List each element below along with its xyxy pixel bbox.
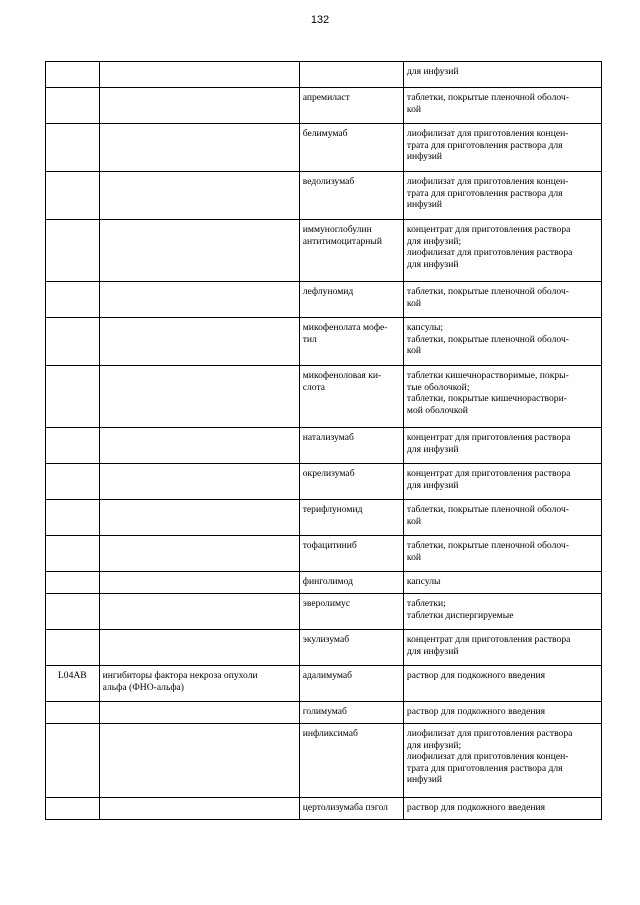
group-name-cell (99, 318, 299, 366)
drug-name-cell (299, 724, 403, 798)
atc-code-cell (46, 88, 100, 124)
dosage-form-cell-text: раствор для подкожного введения (406, 802, 546, 813)
dosage-form-cell-text: капсулы (406, 576, 441, 587)
dosage-form-cell-text: таблетки; таблетки диспергируемые (406, 598, 514, 621)
drug-name-cell (299, 124, 403, 172)
drug-table (45, 61, 602, 820)
atc-code-cell-text: L04AB (57, 670, 87, 681)
dosage-form-cell-text: концентрат для приготовления раствора для инфузий (406, 432, 571, 455)
table-row (46, 464, 602, 500)
group-name-cell (99, 428, 299, 464)
atc-code-cell (46, 124, 100, 172)
atc-code-cell (46, 464, 100, 500)
atc-code-cell (46, 724, 100, 798)
drug-name-cell (299, 500, 403, 536)
table-row (46, 428, 602, 464)
group-name-cell (99, 724, 299, 798)
dosage-form-cell-text: лиофилизат для приготовления раствора для инфузий; лиофилизат для приготовления концен- трата для приготовления раствора для инфузий (406, 728, 573, 785)
table-row (46, 572, 602, 594)
drug-name-cell-text: микофенолата мофе- тил (302, 322, 388, 345)
drug-name-cell-text: ведолизумаб (302, 176, 355, 187)
drug-name-cell-text: инфликсимаб (302, 728, 358, 739)
page-number: 132 (310, 14, 330, 26)
dosage-form-cell (403, 62, 601, 88)
table-row (46, 666, 602, 702)
dosage-form-cell (403, 724, 601, 798)
atc-code-cell (46, 62, 100, 88)
drug-name-cell (299, 798, 403, 820)
drug-name-cell-text: иммуноглобулин антитимоцитарный (302, 224, 382, 247)
dosage-form-cell-text: таблетки, покрытые пленочной оболоч- кой (406, 286, 569, 309)
atc-code-cell (46, 282, 100, 318)
dosage-form-cell-text: концентрат для приготовления раствора для инфузий (406, 468, 571, 491)
drug-name-cell-text: белимумаб (302, 128, 348, 139)
atc-code-cell (46, 594, 100, 630)
table-row (46, 318, 602, 366)
table-row (46, 536, 602, 572)
group-name-cell (99, 220, 299, 282)
atc-code-cell (46, 220, 100, 282)
group-name-cell (99, 124, 299, 172)
drug-name-cell-text: лефлуномид (302, 286, 354, 297)
table-row (46, 724, 602, 798)
table-row (46, 62, 602, 88)
dosage-form-cell (403, 666, 601, 702)
dosage-form-cell (403, 172, 601, 220)
table-row (46, 366, 602, 428)
drug-name-cell (299, 630, 403, 666)
dosage-form-cell-text: концентрат для приготовления раствора для инфузий (406, 634, 571, 657)
dosage-form-cell (403, 572, 601, 594)
group-name-cell (99, 464, 299, 500)
table-row (46, 172, 602, 220)
drug-name-cell-text: голимумаб (302, 706, 347, 717)
atc-code-cell (46, 666, 100, 702)
drug-name-cell (299, 702, 403, 724)
atc-code-cell (46, 500, 100, 536)
dosage-form-cell (403, 536, 601, 572)
dosage-form-cell-text: для инфузий (406, 66, 459, 77)
drug-name-cell-text: натализумаб (302, 432, 354, 443)
drug-name-cell (299, 594, 403, 630)
group-name-cell (99, 572, 299, 594)
drug-name-cell (299, 62, 403, 88)
table-row (46, 798, 602, 820)
group-name-cell (99, 500, 299, 536)
group-name-cell (99, 88, 299, 124)
drug-name-cell (299, 88, 403, 124)
group-name-cell (99, 666, 299, 702)
dosage-form-cell-text: раствор для подкожного введения (406, 706, 546, 717)
atc-code-cell (46, 572, 100, 594)
group-name-cell (99, 536, 299, 572)
drug-name-cell-text: тофацитиниб (302, 540, 357, 551)
table-row (46, 500, 602, 536)
drug-name-cell (299, 366, 403, 428)
atc-code-cell (46, 798, 100, 820)
drug-name-cell (299, 220, 403, 282)
group-name-cell (99, 282, 299, 318)
dosage-form-cell (403, 428, 601, 464)
drug-name-cell-text: эверолимус (302, 598, 351, 609)
dosage-form-cell-text: таблетки, покрытые пленочной оболоч- кой (406, 92, 569, 115)
drug-name-cell (299, 282, 403, 318)
drug-name-cell (299, 464, 403, 500)
drug-name-cell-text: апремиласт (302, 92, 350, 103)
drug-name-cell (299, 172, 403, 220)
group-name-cell (99, 630, 299, 666)
dosage-form-cell (403, 220, 601, 282)
table-row (46, 594, 602, 630)
table-row (46, 124, 602, 172)
drug-name-cell (299, 572, 403, 594)
dosage-form-cell (403, 318, 601, 366)
atc-code-cell (46, 172, 100, 220)
atc-code-cell (46, 536, 100, 572)
dosage-form-cell (403, 464, 601, 500)
atc-code-cell (46, 702, 100, 724)
atc-code-cell (46, 428, 100, 464)
table-row (46, 630, 602, 666)
dosage-form-cell (403, 630, 601, 666)
dosage-form-cell (403, 124, 601, 172)
atc-code-cell (46, 630, 100, 666)
dosage-form-cell-text: таблетки, покрытые пленочной оболоч- кой (406, 540, 569, 563)
drug-name-cell-text: окрелизумаб (302, 468, 355, 479)
dosage-form-cell-text: лиофилизат для приготовления концен- трата для приготовления раствора для инфузий (406, 128, 569, 162)
dosage-form-cell (403, 594, 601, 630)
table-row (46, 220, 602, 282)
dosage-form-cell-text: концентрат для приготовления раствора для инфузий; лиофилизат для приготовления раствора для инфузий (406, 224, 573, 270)
table-row (46, 702, 602, 724)
table-row (46, 282, 602, 318)
atc-code-cell (46, 318, 100, 366)
drug-name-cell-text: адалимумаб (302, 670, 353, 681)
group-name-cell (99, 172, 299, 220)
group-name-cell (99, 594, 299, 630)
drug-name-cell-text: терифлуномид (302, 504, 363, 515)
drug-name-cell (299, 318, 403, 366)
dosage-form-cell (403, 88, 601, 124)
group-name-cell (99, 62, 299, 88)
drug-name-cell-text: микофеноловая ки- слота (302, 370, 382, 393)
dosage-form-cell-text: капсулы; таблетки, покрытые пленочной оболоч- кой (406, 322, 569, 356)
group-name-cell-text: ингибиторы фактора некроза опухоли альфа (ФНО-альфа) (102, 670, 258, 693)
group-name-cell (99, 702, 299, 724)
dosage-form-cell-text: лиофилизат для приготовления концен- трата для приготовления раствора для инфузий (406, 176, 569, 210)
drug-name-cell (299, 666, 403, 702)
dosage-form-cell-text: таблетки кишечнорастворимые, покры- тые оболочкой; таблетки, покрытые кишечнораствори- мой оболочкой (406, 370, 569, 416)
drug-name-cell-text: цертолизумаба пэгол (302, 802, 388, 813)
atc-code-cell (46, 366, 100, 428)
drug-name-cell-text: экулизумаб (302, 634, 350, 645)
drug-name-cell (299, 428, 403, 464)
drug-name-cell (299, 536, 403, 572)
dosage-form-cell (403, 798, 601, 820)
dosage-form-cell-text: таблетки, покрытые пленочной оболоч- кой (406, 504, 569, 527)
table-body (46, 62, 602, 820)
dosage-form-cell-text: раствор для подкожного введения (406, 670, 546, 681)
dosage-form-cell (403, 282, 601, 318)
group-name-cell (99, 798, 299, 820)
dosage-form-cell (403, 702, 601, 724)
group-name-cell (99, 366, 299, 428)
drug-name-cell-text: финголимод (302, 576, 353, 587)
table-row (46, 88, 602, 124)
dosage-form-cell (403, 366, 601, 428)
dosage-form-cell (403, 500, 601, 536)
